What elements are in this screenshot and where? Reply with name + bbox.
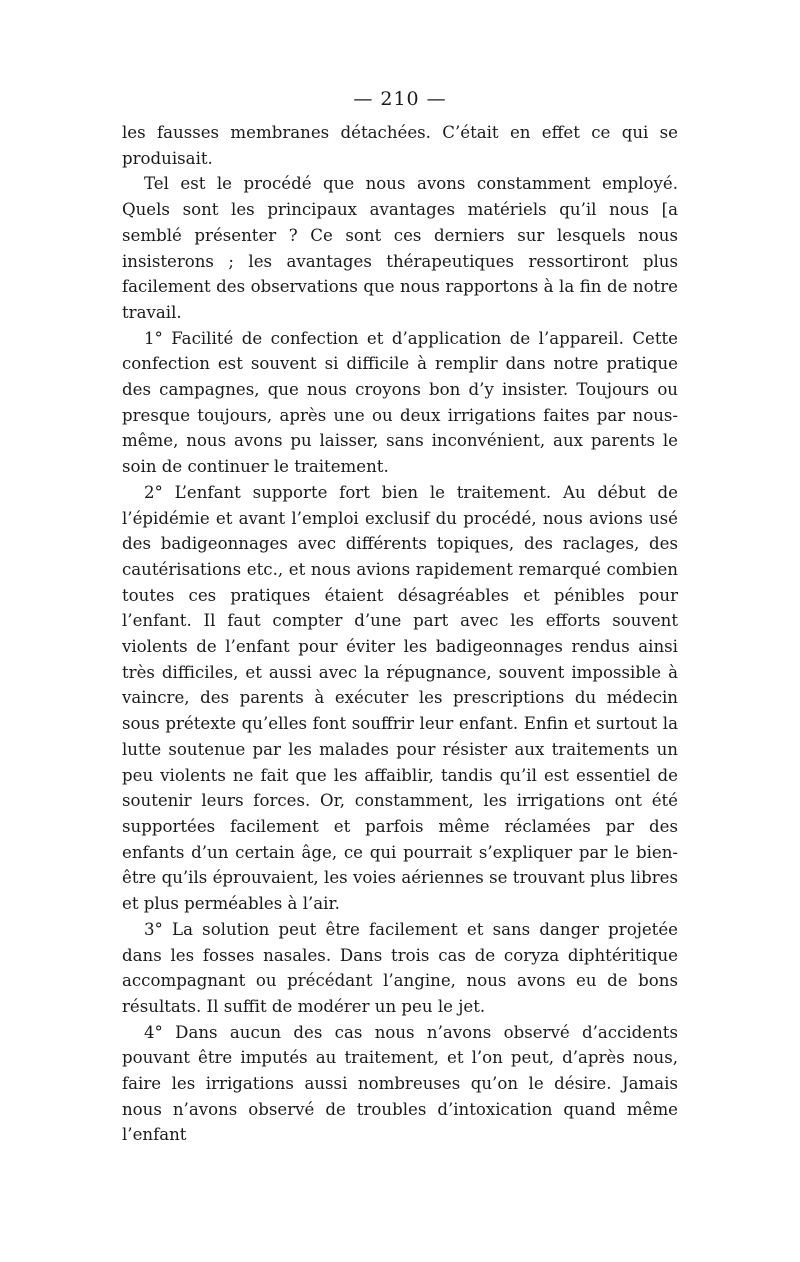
paragraph-point-3: 3° La solution peut être facilement et sans danger projetée dans les fosses nasales. Dans trois cas de coryza diphtéritique accompagnant ou précédant l’angine, nous avons eu de bons résultats. Il suffit de modérer un peu le jet. (122, 919, 678, 1016)
paragraph-procedure: Tel est le procédé que nous avons constamment employé. Quels sont les principaux avantages matériels qu’il nous [a semblé présenter ? Ce sont ces derniers sur lesquels nous insisterons ; les avantages thérapeutiques ressortiront plus facilement des observations que nous rapportons à la fin de notre travail. (122, 174, 678, 322)
body-text (122, 120, 678, 1148)
page-number: — 210 — (353, 88, 447, 110)
paragraph-point-1: 1° Facilité de confection et d’application de l’appareil. Cette confection est souvent si difficile à remplir dans notre pratique des campagnes, que nous croyons bon d’y insister. Toujours ou presque toujours, après une ou deux irrigations faites par nous-même, nous avons pu laisser, sans inconvénient, aux parents le soin de continuer le traitement. (122, 328, 678, 477)
paragraph-continued: les fausses membranes détachées. C’était en effet ce qui se produisait. (122, 123, 678, 168)
paragraph-point-2: 2° L’enfant supporte fort bien le traitement. Au début de l’épidémie et avant l’emploi exclusif du procédé, nous avions usé des badigeonnages avec différents topiques, des raclages, des cautérisations etc., et nous avions rapidement remarqué combien toutes ces pratiques étaient désagréables et pénibles pour l’enfant. Il faut compter d’une part avec les efforts souvent violents de l’enfant pour éviter les badigeonnages rendus ainsi très difficiles, et aussi avec la répugnance, souvent impossible à vaincre, des parents à exécuter les prescriptions du médecin sous prétexte qu’elles font souffrir leur enfant. Enfin et surtout la lutte soutenue par les malades pour résister aux traitements un peu violents ne fait que les affaiblir, tandis qu’il est essentiel de soutenir leurs forces. Or, constamment, les irrigations ont été supportées facilement et parfois même réclamées par des enfants d’un certain âge, ce qui pourrait s’expliquer par le bien-être qu’ils éprouvaient, les voies aériennes se trouvant plus libres et plus perméables à l’air. (122, 482, 678, 914)
paragraph-point-4: 4° Dans aucun des cas nous n’avons observé d’accidents pouvant être imputés au traitement, et l’on peut, d’après nous, faire les irrigations aussi nombreuses qu’on le désire. Jamais nous n’avons observé de troubles d’intoxication quand même l’enfant (122, 1022, 678, 1145)
